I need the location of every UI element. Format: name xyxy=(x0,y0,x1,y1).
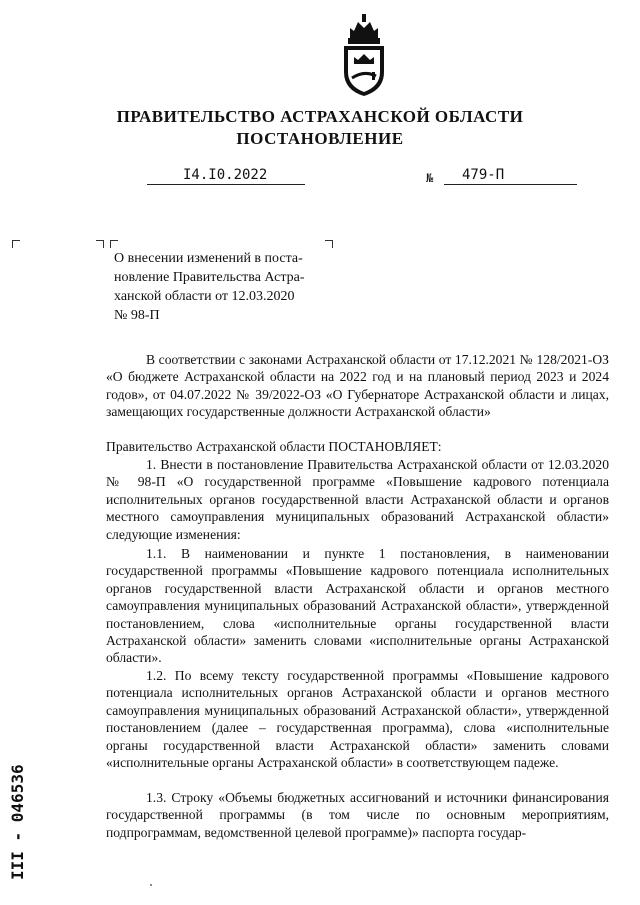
item-1-3-paragraph: 1.3. Строку «Объемы бюджетных ассигнований и источники финансирования государственной программы (в том числе по основным мероприятиям, подпрограммам, ведомственной целевой программе)» паспорта государ- xyxy=(106,790,609,840)
subject-line: новление Правительства Астра- xyxy=(114,270,305,285)
number-sign: № xyxy=(426,171,434,185)
corner-mark xyxy=(12,240,20,248)
corner-mark xyxy=(110,240,118,248)
subject-line: № 98-П xyxy=(114,308,160,323)
preamble-paragraph: В соответствии с законами Астраханской области от 17.12.2021 № 128/2021-ОЗ «О бюджете Астраханской области на 2022 год и на плановый период 2023 и 2024 годов», от 04.07.2022 № 39/2022-ОЗ «О Губернаторе Астраханской области и лицах, замещающих государственные должности Астраханской области» xyxy=(106,352,609,420)
date-underline xyxy=(147,184,305,185)
subject-line: О внесении изменений в поста- xyxy=(114,251,303,266)
corner-mark xyxy=(96,240,104,248)
document-date: I4.I0.2022 xyxy=(183,167,268,183)
subject-line: ханской области от 12.03.2020 xyxy=(114,289,295,304)
item-1-1-paragraph: 1.1. В наименовании и пункте 1 постановления, в наименовании государственной программы «Повышение кадрового потенциала исполнительных органов государственной власти Астраханской области и органов местного самоуправления муниципальных образований Астраханской области», утвержденной постановлением, слова «исполнительные органы государственной власти Астраханской области» заменить словами «исполнительные органы Астраханской области». xyxy=(106,546,609,666)
item-1-2-paragraph: 1.2. По всему тексту государственной программы «Повышение кадрового потенциала исполнительных органов Астраханской области и органов местного самоуправления муниципальных образований Астраханской области», утвержденной постановлением (далее – государственная программа), слова «исполнительные органы государственной власти Астраханской области» заменить словами «исполнительные органы Астраханской области» в соответствующем падеже. xyxy=(106,668,609,771)
scan-dot xyxy=(150,884,152,886)
item-1-paragraph: 1. Внести в постановление Правительства Астраханской области от 12.03.2020 № 98-П «О государственной программе «Повышение кадрового потенциала исполнительных органов государственной власти Астраханской области и органов местного самоуправления муниципальных образований Астраханской области» следующие изменения: xyxy=(106,457,609,542)
number-underline xyxy=(444,184,577,185)
document-type: ПОСТАНОВЛЕНИЕ xyxy=(236,129,404,148)
registration-stamp: III - 046536 xyxy=(8,764,27,880)
org-title: ПРАВИТЕЛЬСТВО АСТРАХАНСКОЙ ОБЛАСТИ xyxy=(116,107,524,126)
corner-mark xyxy=(325,240,333,248)
document-number: 479-П xyxy=(462,167,505,183)
resolution-statement: Правительство Астраханской области ПОСТАНОВЛЯЕТ: xyxy=(106,439,442,454)
document-subject xyxy=(114,249,332,325)
coat-of-arms-icon xyxy=(336,12,392,98)
